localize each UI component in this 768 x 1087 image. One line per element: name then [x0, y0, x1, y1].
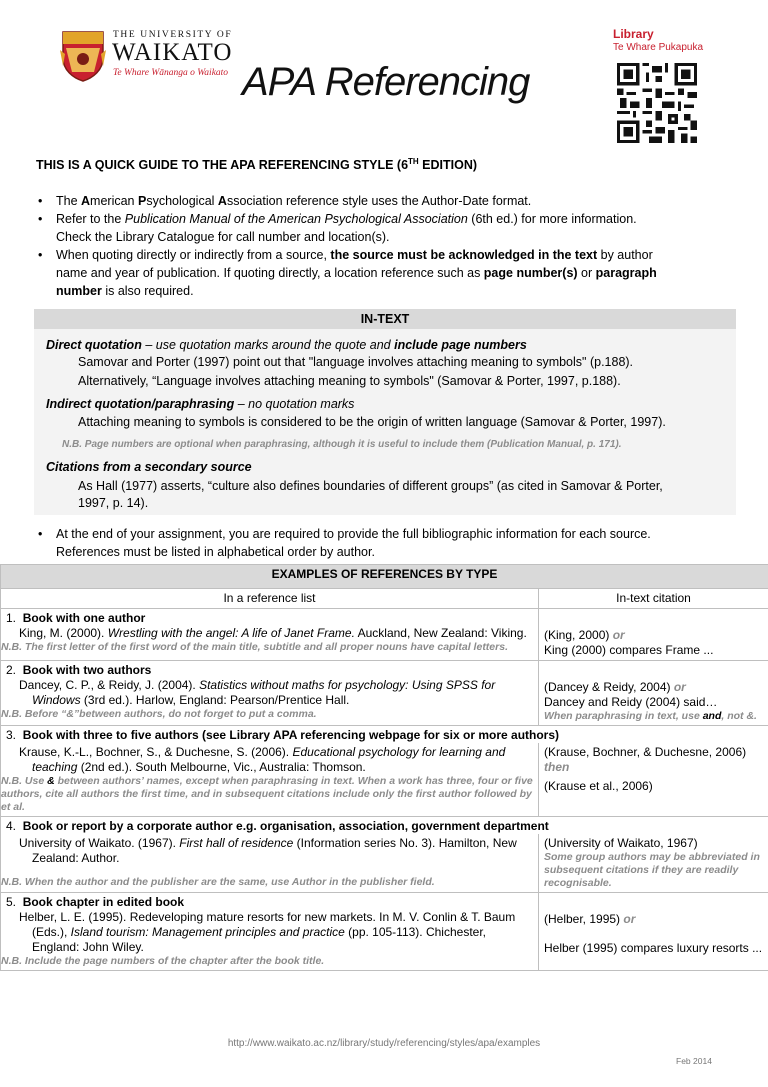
qr-code-icon: [617, 63, 697, 143]
library-subtitle: Te Whare Pukapuka: [613, 42, 704, 53]
in-text-header: IN-TEXT: [34, 309, 736, 329]
example-4-reference: University of Waikato. (1967). First hall of residence (Information series No. 3). Hamilton, New Zealand: Author. N.B. When the author and the publisher are the same, use Author in the publisher field.: [1, 834, 539, 893]
example-row-3-title: [1, 726, 768, 744]
bullet-acknowledge-source: • When quoting directly or indirectly from a source, the source must be acknowledged in the text by author name and year of publication. If quoting directly, a location reference such as page number(s) or paragraph number is also required.: [36, 246, 736, 300]
column-header-reference-list: In a reference list: [1, 589, 539, 609]
page-header: [0, 0, 768, 150]
footer-date: Feb 2014: [676, 1056, 712, 1066]
guide-title: THIS IS A QUICK GUIDE TO THE APA REFERENCING STYLE (6TH EDITION): [36, 157, 478, 173]
bullet-author-date: • The American Psychological Association reference style uses the Author-Date format.: [36, 192, 736, 210]
reference-examples-table: [0, 564, 768, 971]
university-maori-name: Te Whare Wānanga o Waikato: [113, 68, 229, 78]
example-row-4: [1, 834, 768, 893]
direct-quotation-heading: Direct quotation – use quotation marks around the quote and include page numbers: [46, 338, 527, 352]
intro-bullets: [36, 192, 736, 300]
references-title-row: [1, 565, 768, 589]
example-1-citation: (King, 2000) or King (2000) compares Frame ...: [539, 609, 768, 661]
example-5-citation: (Helber, 1995) or Helber (1995) compares luxury resorts ...: [539, 893, 768, 971]
example-row-1-title: [1, 609, 768, 661]
secondary-source-heading: Citations from a secondary source: [46, 460, 252, 474]
reference-list-bullets: [36, 525, 736, 561]
indirect-quotation-heading: Indirect quotation/paraphrasing – no quotation marks: [46, 397, 355, 411]
university-crest-icon: [60, 28, 106, 82]
university-of-label: THE UNIVERSITY OF: [113, 30, 233, 40]
page-number-note: N.B. Page numbers are optional when paraphrasing, although it is useful to include them (Publication Manual, p. 171).: [62, 439, 622, 450]
secondary-example-2: 1997, p. 14).: [78, 496, 149, 510]
university-name: WAIKATO: [112, 39, 233, 66]
footer-url-link[interactable]: http://www.waikato.ac.nz/library/study/referencing/styles/apa/examples: [227, 1038, 541, 1049]
example-3-citation: (Krause, Bochner, & Duchesne, 2006) then (Krause et al., 2006): [539, 743, 768, 817]
example-1-reference: 1. Book with one author King, M. (2000). Wrestling with the angel: A life of Janet Frame. Auckland, New Zealand: Viking. N.B. The first letter of the first word of the main title, subtitle and all proper nouns have capital letters.: [1, 609, 539, 661]
library-title: Library: [613, 27, 654, 41]
example-2-reference: 2. Book with two authors Dancey, C. P., & Reidy, J. (2004). Statistics without maths for psychology: Using SPSS for Windows (3rd ed.). Harlow, England: Pearson/Prentice Hall. N.B. Before “&”between authors, do not forget to put a comma.: [1, 661, 539, 726]
example-3-reference: Krause, K.-L., Bochner, S., & Duchesne, S. (2006). Educational psychology for learning and teaching (2nd ed.). South Melbourne, Vic., Australia: Thomson. N.B. Use & between authors’ names, except when paraphrasing in text. When a work has three, four or five authors, cite all authors the first time, and in subsequent citations include only the first author followed by et al.: [1, 743, 539, 817]
example-4-citation: (University of Waikato, 1967) Some group authors may be abbreviated in subsequent citations if they are readily recognisable.: [539, 834, 768, 893]
example-row-5: [1, 893, 768, 971]
in-text-section: [34, 309, 736, 515]
example-row-3: [1, 743, 768, 817]
example-row-4-title: [1, 817, 768, 835]
bullet-publication-manual: • Refer to the Publication Manual of the American Psychological Association (6th ed.) for more information. Check the Library Catalogue for call number and location(s).: [36, 210, 736, 246]
example-5-reference: 5. Book chapter in edited book Helber, L. E. (1995). Redeveloping mature resorts for new markets. In M. V. Conlin & T. Baum (Eds.), Island tourism: Management principles and practice (pp. 105-113). Chichester, England: John Wiley. N.B. Include the page numbers of the chapter after the book title.: [1, 893, 539, 971]
bullet-reference-list: • At the end of your assignment, you are required to provide the full bibliographic information for each source. References must be listed in alphabetical order by author.: [36, 525, 736, 561]
indirect-example: Attaching meaning to symbols is considered to be the origin of written language (Samovar & Porter, 1997).: [78, 415, 666, 429]
example-3-title: 3. Book with three to five authors (see Library APA referencing webpage for six or more authors): [1, 726, 768, 744]
example-4-title: 4. Book or report by a corporate author e.g. organisation, association, government department: [1, 817, 768, 835]
page-title: APA Referencing: [242, 60, 530, 104]
column-header-in-text-citation: In-text citation: [539, 589, 768, 609]
references-title: EXAMPLES OF REFERENCES BY TYPE: [1, 565, 768, 589]
direct-example-2: Alternatively, “Language involves attaching meaning to symbols" (Samovar & Porter, 1997, p.188).: [78, 374, 621, 388]
example-row-2: [1, 661, 768, 726]
direct-example-1: Samovar and Porter (1997) point out that "language involves attaching meaning to symbols" (p.188).: [78, 355, 634, 369]
table-header-row: [1, 589, 768, 609]
example-2-citation: (Dancey & Reidy, 2004) or Dancey and Reidy (2004) said… When paraphrasing in text, use and, not &.: [539, 661, 768, 726]
secondary-example-1: As Hall (1977) asserts, “culture also defines boundaries of different groups” (as cited in Samovar & Porter,: [78, 479, 663, 493]
